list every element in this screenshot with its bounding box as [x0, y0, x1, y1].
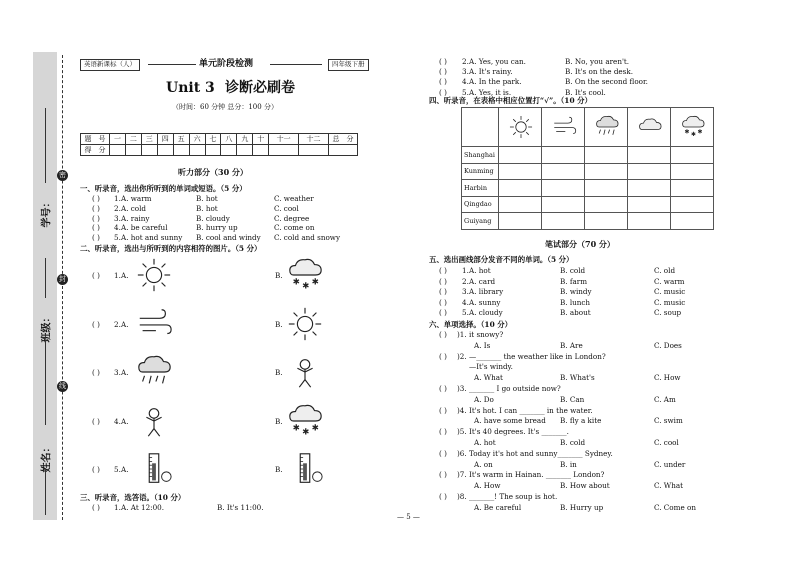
snowy-cloud-icon — [284, 256, 326, 294]
answer-paren[interactable]: ( ) — [439, 384, 447, 393]
option-b: B. No, you aren't. — [565, 57, 630, 66]
item-number: 4. — [114, 223, 121, 233]
picture-option-a: A. — [121, 271, 129, 280]
answer-paren[interactable]: ( ) — [439, 470, 447, 480]
sunny-landscape-icon — [284, 305, 326, 343]
tick-cell[interactable] — [542, 163, 585, 180]
written-heading: 笔试部分（70 分） — [545, 239, 615, 249]
option-a: A. Yes, it is. — [469, 87, 512, 97]
option-b: B. What's — [560, 373, 595, 383]
score-cell[interactable] — [221, 145, 237, 156]
windy-child-icon — [133, 402, 175, 440]
windy-child-icon — [284, 353, 326, 391]
score-cell[interactable] — [253, 145, 269, 156]
tick-cell[interactable] — [671, 213, 714, 230]
item-number: 4. — [462, 297, 469, 307]
item-number: 1. — [114, 194, 121, 203]
answer-paren[interactable]: ( ) — [92, 233, 100, 243]
student-id-label: 学号： — [41, 197, 53, 228]
option-a: A. hot — [474, 438, 496, 447]
section2-title: 二、听录音，选出与所听到的内容相符的图片。（5 分） — [80, 244, 262, 253]
option-b: B. How about — [560, 481, 610, 491]
tick-cell[interactable] — [585, 163, 628, 180]
answer-paren[interactable]: ( ) — [92, 319, 100, 329]
item-number: 1. — [114, 271, 121, 280]
option-b: B. cold — [560, 438, 586, 447]
tick-cell[interactable] — [628, 147, 671, 164]
table-corner — [462, 108, 499, 147]
header-rule-right — [270, 64, 322, 65]
item-number: 5. — [114, 233, 121, 243]
tick-cell[interactable] — [585, 147, 628, 164]
question-reply: —It's windy. — [469, 362, 513, 372]
item-number: )2. — [457, 351, 467, 361]
answer-paren[interactable]: ( ) — [439, 57, 447, 66]
option-b: B. hot — [196, 203, 218, 213]
option-a: A. It's rainy. — [469, 67, 513, 77]
item-number: 3. — [462, 67, 469, 77]
windy-icon — [551, 114, 577, 140]
city-cell: Guiyang — [462, 213, 499, 230]
seal-mark-3: 线 — [59, 382, 66, 390]
score-cell[interactable] — [110, 145, 126, 156]
snowy-cloud-icon — [284, 402, 326, 440]
picture-option-b: B. — [275, 416, 283, 426]
picture-option-a: A. — [121, 319, 129, 329]
option-c: C. What — [654, 481, 684, 491]
score-header-cell: 五 — [173, 134, 189, 145]
score-cell[interactable] — [269, 145, 299, 156]
option-b: B. It's on the desk. — [565, 67, 634, 77]
answer-paren[interactable]: ( ) — [439, 287, 447, 297]
time-score-meta: （时间：60 分钟 总分：100 分） — [172, 103, 278, 111]
question-text: _______! The soup is hot. — [469, 492, 558, 501]
tick-cell[interactable] — [499, 213, 542, 230]
tick-cell[interactable] — [585, 196, 628, 213]
city-cell: Harbin — [462, 180, 499, 197]
weather-table — [461, 107, 714, 230]
option-b: B. cold — [560, 266, 586, 275]
score-cell[interactable] — [173, 145, 189, 156]
option-b: B. lunch — [560, 297, 591, 307]
tick-cell[interactable] — [542, 147, 585, 164]
option-a: A. have some bread — [474, 416, 546, 426]
option-a: A. Be careful — [474, 502, 522, 512]
item-number: 2. — [462, 276, 469, 286]
option-a: A. cold — [121, 203, 147, 213]
score-cell[interactable] — [125, 145, 141, 156]
option-b: B. cool and windy — [196, 233, 261, 243]
answer-paren[interactable]: ( ) — [439, 77, 447, 87]
score-header-cell: 十一 — [269, 134, 299, 145]
name-label: 姓名： — [41, 442, 53, 473]
item-number: 3. — [462, 287, 469, 297]
option-b: B. Can — [560, 394, 585, 404]
tick-cell[interactable] — [499, 196, 542, 213]
item-number: 4. — [114, 416, 121, 426]
option-c: C. cold and snowy — [274, 233, 341, 243]
option-a: A. on — [474, 459, 493, 469]
answer-paren[interactable]: ( ) — [439, 405, 447, 415]
option-c: C. cool — [274, 203, 299, 213]
answer-paren[interactable]: ( ) — [439, 276, 447, 286]
option-c: C. How — [654, 373, 681, 383]
grade-badge: 四年级下册 — [328, 59, 369, 71]
score-row-label: 得 分 — [81, 145, 110, 156]
option-c: C. degree — [274, 213, 310, 223]
item-number: 2. — [114, 203, 121, 213]
score-cell[interactable] — [237, 145, 253, 156]
answer-paren[interactable]: ( ) — [439, 87, 447, 97]
name-line-b — [45, 470, 46, 515]
tick-cell[interactable] — [628, 213, 671, 230]
tick-cell[interactable] — [671, 163, 714, 180]
item-number: )8. — [457, 492, 467, 501]
picture-option-b: B. — [275, 368, 283, 377]
score-header-cell: 十二 — [299, 134, 329, 145]
option-c: C. music — [654, 287, 686, 297]
section4-title: 四、听录音，在表格中相应位置打“√”。（10 分） — [429, 96, 592, 105]
paper-name: 诊断必刷卷 — [225, 80, 295, 96]
picture-option-b: B. — [275, 271, 283, 280]
option-a: A. How — [474, 481, 501, 491]
answer-paren[interactable]: ( ) — [92, 503, 100, 512]
item-number: )5. — [457, 427, 467, 437]
score-header-cell: 三 — [141, 134, 157, 145]
option-a: A. library — [469, 287, 504, 297]
item-number: 3. — [114, 213, 121, 223]
score-header-cell: 一 — [110, 134, 126, 145]
option-b: B. Hurry up — [560, 502, 604, 512]
sunny-child-icon — [133, 256, 175, 294]
option-a: A. cloudy — [469, 308, 503, 318]
header-rule-left — [148, 64, 196, 65]
weather-header-cell — [542, 108, 585, 147]
item-number: 2. — [114, 319, 121, 329]
answer-paren[interactable]: ( ) — [439, 330, 447, 339]
rain-icon — [594, 114, 620, 140]
option-c: C. swim — [654, 416, 683, 426]
score-cell[interactable] — [329, 145, 358, 156]
item-number: 3. — [114, 368, 121, 377]
option-b: B. Are — [560, 340, 583, 350]
item-number: )7. — [457, 470, 467, 480]
option-c: C. old — [654, 266, 676, 275]
tick-cell[interactable] — [585, 213, 628, 230]
option-a: A. In the park. — [469, 77, 522, 87]
answer-paren[interactable]: ( ) — [439, 297, 447, 307]
score-cell[interactable] — [189, 145, 205, 156]
weather-header-cell — [628, 108, 671, 147]
answer-paren[interactable]: ( ) — [439, 67, 447, 77]
item-number: 1. — [114, 503, 121, 512]
tick-cell[interactable] — [628, 163, 671, 180]
score-header-cell: 二 — [125, 134, 141, 145]
item-number: 2. — [462, 57, 469, 66]
weather-header-cell — [585, 108, 628, 147]
answer-paren[interactable]: ( ) — [439, 351, 447, 361]
picture-option-b: B. — [275, 465, 283, 474]
answer-paren[interactable]: ( ) — [439, 448, 447, 458]
item-number: )4. — [457, 405, 467, 415]
answer-paren[interactable]: ( ) — [92, 465, 100, 474]
tick-cell[interactable] — [542, 213, 585, 230]
page-number: — 5 — — [397, 513, 420, 521]
item-number: 5. — [114, 465, 121, 474]
weather-header-cell — [499, 108, 542, 147]
option-b: B. hurry up — [196, 223, 238, 233]
city-cell: Qingdao — [462, 196, 499, 213]
score-cell[interactable] — [157, 145, 173, 156]
name-line-a — [45, 340, 46, 425]
answer-paren[interactable]: ( ) — [92, 223, 100, 233]
option-b: B. It's cool. — [565, 87, 606, 97]
question-text: It's hot. I can _______ in the water. — [469, 405, 593, 415]
option-a: A. What — [474, 373, 503, 383]
item-number: )1. — [457, 330, 467, 339]
thermometer-icon — [133, 450, 175, 488]
item-number: 5. — [462, 308, 469, 318]
picture-option-b: B. — [275, 319, 283, 329]
cloudy-icon — [637, 114, 663, 140]
option-a: A. be careful — [121, 223, 168, 233]
option-a: A. rainy — [121, 213, 150, 223]
rainy-cloud-icon — [133, 353, 175, 391]
class-label: 班级： — [41, 312, 53, 343]
item-number: 4. — [462, 77, 469, 87]
option-a: A. hot — [469, 266, 491, 275]
answer-paren[interactable]: ( ) — [439, 427, 447, 437]
score-table — [80, 133, 358, 156]
windy-kite-icon — [133, 305, 175, 343]
option-c: C. cool — [654, 438, 679, 447]
score-header-cell: 八 — [221, 134, 237, 145]
score-header-cell: 四 — [157, 134, 173, 145]
seal-mark-1: 密 — [59, 171, 66, 179]
option-b: B. about — [560, 308, 591, 318]
option-c: C. warm — [654, 276, 685, 286]
answer-paren[interactable]: ( ) — [92, 194, 100, 203]
tick-cell[interactable] — [499, 147, 542, 164]
sun-icon — [508, 114, 534, 140]
answer-paren[interactable]: ( ) — [439, 266, 447, 275]
tick-cell[interactable] — [499, 180, 542, 197]
score-header-cell: 七 — [205, 134, 221, 145]
item-number: 5. — [462, 87, 469, 97]
answer-paren[interactable]: ( ) — [439, 308, 447, 318]
listening-heading: 听力部分（30 分） — [178, 167, 248, 177]
score-header-cell: 题 号 — [81, 134, 110, 145]
score-cell[interactable] — [299, 145, 329, 156]
option-a: A. warm — [121, 194, 152, 203]
score-header-cell: 九 — [237, 134, 253, 145]
option-c: C. Does — [654, 340, 682, 350]
score-header-cell: 十 — [253, 134, 269, 145]
question-text: —_______ the weather like in London? — [469, 351, 606, 361]
option-c: C. come on — [274, 223, 315, 233]
option-c: C. Am — [654, 394, 676, 404]
option-a: A. card — [469, 276, 496, 286]
weather-header-cell — [671, 108, 714, 147]
score-header-cell: 总 分 — [329, 134, 358, 145]
score-header-cell: 六 — [189, 134, 205, 145]
snow-icon — [680, 114, 706, 140]
tick-cell[interactable] — [585, 180, 628, 197]
option-c: C. Come on — [654, 502, 696, 512]
header-title: 单元阶段检测 — [199, 59, 254, 69]
section5-title: 五、选出画线部分发音不同的单词。（5 分） — [429, 255, 574, 264]
option-a: A. Is — [474, 340, 491, 350]
tick-cell[interactable] — [671, 147, 714, 164]
option-b: B. farm — [560, 276, 588, 286]
score-cell[interactable] — [205, 145, 221, 156]
answer-paren[interactable]: ( ) — [92, 416, 100, 426]
section6-title: 六、单项选择。（10 分） — [429, 320, 513, 329]
answer-paren[interactable]: ( ) — [439, 492, 447, 501]
picture-option-a: A. — [121, 465, 129, 474]
answer-paren[interactable]: ( ) — [92, 271, 100, 280]
section1-title: 一、听录音，选出你所听到的单词或短语。（5 分） — [80, 184, 247, 193]
option-a: A. At 12:00. — [121, 503, 164, 512]
option-a: A. hot and sunny — [121, 233, 183, 243]
option-a: A. sunny — [469, 297, 501, 307]
student-id-line — [45, 108, 46, 183]
option-c: C. under — [654, 459, 686, 469]
item-number: )6. — [457, 448, 467, 458]
question-text: _______ I go outside now? — [469, 384, 561, 393]
section3-title: 三、听录音，选答语。（10 分） — [80, 493, 186, 502]
class-line — [45, 258, 46, 298]
tick-cell[interactable] — [671, 196, 714, 213]
tick-cell[interactable] — [628, 180, 671, 197]
question-text: it snowy? — [469, 330, 504, 339]
tick-cell[interactable] — [542, 196, 585, 213]
option-c: C. music — [654, 297, 686, 307]
answer-paren[interactable]: ( ) — [92, 213, 100, 223]
option-c: C. weather — [274, 194, 314, 203]
option-a: A. Do — [474, 394, 494, 404]
option-c: C. soup — [654, 308, 682, 318]
thermometer-icon — [284, 450, 326, 488]
answer-paren[interactable]: ( ) — [92, 368, 100, 377]
score-cell[interactable] — [141, 145, 157, 156]
unit-title: Unit 3 — [166, 80, 215, 96]
item-number: )3. — [457, 384, 467, 393]
answer-paren[interactable]: ( ) — [92, 203, 100, 213]
option-b: B. in — [560, 459, 577, 469]
seal-line — [62, 55, 63, 520]
tick-cell[interactable] — [542, 180, 585, 197]
picture-option-a: A. — [121, 368, 129, 377]
option-b: B. windy — [560, 287, 592, 297]
tick-cell[interactable] — [671, 180, 714, 197]
picture-option-a: A. — [121, 416, 129, 426]
option-b: B. hot — [196, 194, 218, 203]
tick-cell[interactable] — [499, 163, 542, 180]
option-a: A. Yes, you can. — [469, 57, 526, 66]
question-text: Today it's hot and sunny_______ Sydney. — [469, 448, 613, 458]
city-cell: Shanghai — [462, 147, 499, 164]
option-b: B. It's 11:00. — [217, 503, 264, 512]
option-b: B. On the second floor. — [565, 77, 648, 87]
option-b: B. cloudy — [196, 213, 230, 223]
item-number: 1. — [462, 266, 469, 275]
edition-badge: 英语新课标（人） — [80, 59, 140, 71]
city-cell: Kunming — [462, 163, 499, 180]
question-text: It's warm in Hainan. _______ London? — [469, 470, 605, 480]
tick-cell[interactable] — [628, 196, 671, 213]
seal-mark-2: 封 — [59, 275, 66, 283]
question-text: It's 40 degrees. It's _______. — [469, 427, 569, 437]
option-b: B. fly a kite — [560, 416, 602, 426]
